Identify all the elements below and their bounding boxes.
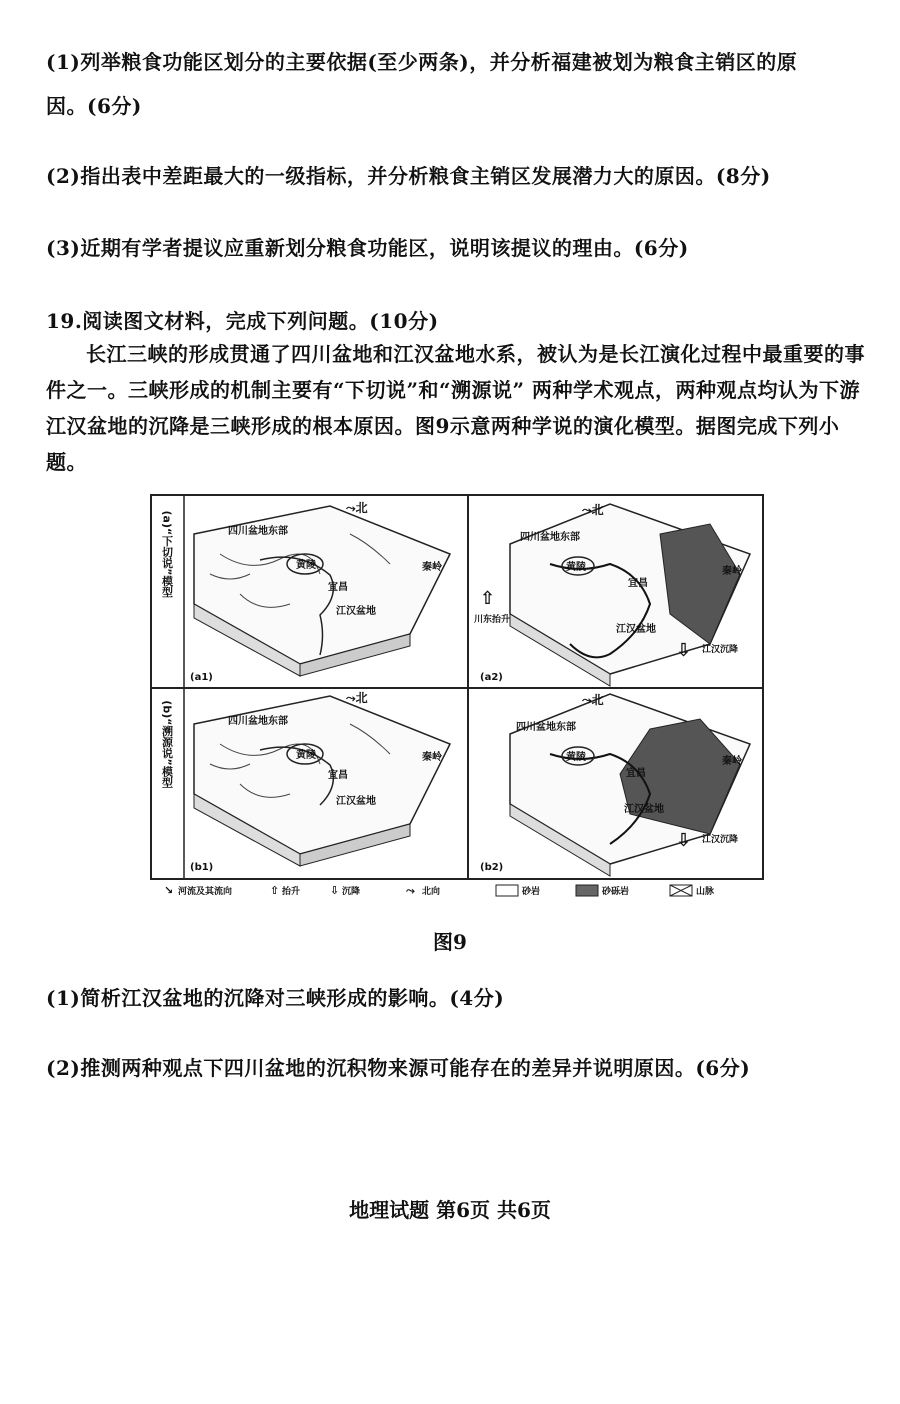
a2-subside: 江汉沉降: [702, 645, 739, 655]
legend-river-icon: ↘: [164, 884, 174, 897]
a2-huangling: 黄陵: [566, 562, 586, 573]
a1-north-icon: ⤳北: [346, 501, 368, 515]
b2-huangling: 黄陵: [566, 752, 586, 763]
legend-sandstone: 砂岩: [522, 887, 541, 897]
a1-tag: (a1): [190, 672, 213, 683]
b2-subside-arrow-icon: ⇩: [676, 830, 692, 851]
legend-uplift-icon: ⇧: [270, 884, 280, 897]
a2-sichuan: 四川盆地东部: [520, 532, 580, 543]
legend-mountain: 山脉: [696, 887, 715, 897]
a2-tag: (a2): [480, 672, 503, 683]
b2-sichuan: 四川盆地东部: [516, 722, 576, 733]
b1-jianghan: 江汉盆地: [336, 796, 376, 807]
legend-sandstone-swatch: [496, 885, 518, 896]
a2-north-icon: ⤳北: [582, 503, 604, 517]
b1-qinling: 秦岭: [422, 752, 442, 763]
a1-huangling: 黄陵: [296, 560, 316, 571]
b2-tag: (b2): [480, 862, 504, 873]
b1-huangling: 黄陵: [296, 750, 316, 761]
b1-sichuan: 四川盆地东部: [228, 716, 288, 727]
b2-north-icon: ⤳北: [582, 693, 604, 707]
b1-yichang: 宜昌: [328, 770, 348, 781]
b1-north-icon: ⤳北: [346, 691, 368, 705]
question-1-line-2: 因。(6分): [46, 94, 142, 118]
a2-uplift: 川东抬升: [474, 615, 511, 625]
subquestion-2: (2)推测两种观点下四川盆地的沉积物来源可能存在的差异并说明原因。(6分): [46, 1056, 751, 1080]
a1-sichuan: 四川盆地东部: [228, 526, 288, 537]
question-1-line-1: (1)列举粮食功能区划分的主要依据(至少两条)，并分析福建被划为粮食主销区的原: [46, 50, 798, 74]
question-2: (2)指出表中差距最大的一级指标，并分析粮食主销区发展潜力大的原因。(8分): [46, 164, 771, 188]
a1-yichang: 宜昌: [328, 582, 348, 593]
subquestion-1: (1)简析江汉盆地的沉降对三峡形成的影响。(4分): [46, 986, 505, 1010]
figure-9: [150, 494, 764, 900]
a1-jianghan: 江汉盆地: [336, 606, 376, 617]
figure-caption: 图9: [433, 930, 467, 954]
legend-subside: 沉降: [342, 887, 361, 897]
legend-north: 北向: [422, 887, 441, 897]
question-3: (3)近期有学者提议应重新划分粮食功能区，说明该提议的理由。(6分): [46, 236, 689, 260]
q19-passage-text: 长江三峡的形成贯通了四川盆地和江汉盆地水系，被认为是长江演化过程中最重要的事件之一。三峡形成的机制主要有“下切说”和“溯源说” 两种学术观点，两种观点均认为下游江汉盆地的沉降是三峡形成的根本原因。图9示意两种学说的演化模型。据图完成下列小题。: [46, 342, 865, 474]
q19-heading: 19.阅读图文材料，完成下列问题。(10分): [46, 309, 439, 333]
legend-north-icon: ⤳: [406, 884, 415, 897]
a2-qinling: 秦岭: [722, 566, 742, 577]
row-b-label: (b)“溯源说”模型: [160, 700, 174, 788]
a2-yichang: 宜昌: [628, 578, 648, 589]
legend-conglomerate: 砂砾岩: [602, 887, 630, 897]
a2-uplift-arrow-icon: ⇧: [480, 588, 496, 609]
a2-jianghan: 江汉盆地: [616, 624, 656, 635]
legend-conglomerate-swatch: [576, 885, 598, 896]
b2-jianghan: 江汉盆地: [624, 804, 664, 815]
legend-uplift: 抬升: [282, 887, 301, 897]
row-a-label: (a)“下切说”模型: [160, 510, 174, 598]
b2-subside: 江汉沉降: [702, 835, 739, 845]
b2-qinling: 秦岭: [722, 756, 742, 767]
page-footer: 地理试题 第6页 共6页: [349, 1198, 551, 1222]
legend: [164, 884, 715, 897]
a2-subside-arrow-icon: ⇩: [676, 640, 692, 661]
b1-tag: (b1): [190, 862, 214, 873]
legend-subside-icon: ⇩: [330, 884, 340, 897]
q19-passage: [46, 336, 866, 480]
a1-qinling: 秦岭: [422, 562, 442, 573]
legend-river: 河流及其流向: [178, 887, 233, 897]
b2-yichang: 宜昌: [626, 768, 646, 779]
